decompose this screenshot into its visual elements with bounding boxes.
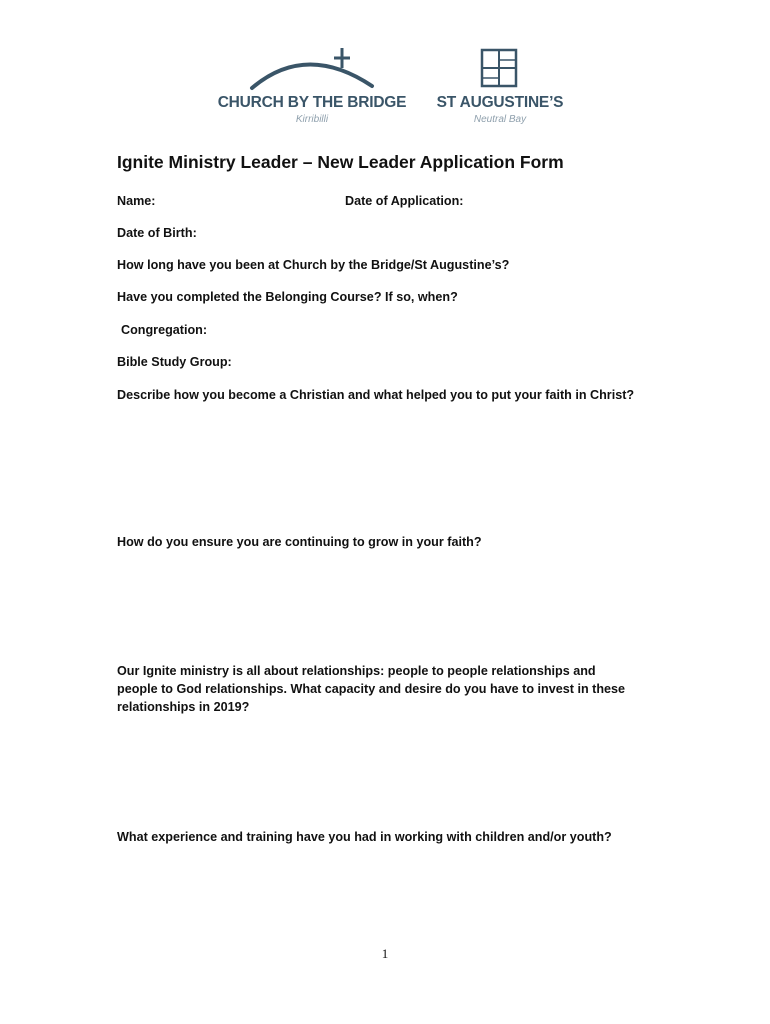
question-becoming-christian: Describe how you become a Christian and what helped you to put your faith in Christ? — [117, 388, 635, 402]
logo-right-subtitle: Neutral Bay — [473, 114, 527, 125]
logo-left-subtitle: Kirribilli — [295, 114, 329, 125]
logo-right-name: ST AUGUSTINE’S — [436, 94, 564, 111]
question-grow-in-faith: How do you ensure you are continuing to grow in your faith? — [117, 535, 482, 549]
question-belonging-course: Have you completed the Belonging Course? If so, when? — [117, 290, 458, 304]
question-how-long: How long have you been at Church by the Bridge/St Augustine’s? — [117, 258, 510, 272]
congregation-label: Congregation: — [121, 323, 208, 337]
bible-study-group-label: Bible Study Group: — [117, 355, 232, 369]
question-experience-training: What experience and training have you had in working with children and/or youth? — [117, 830, 612, 844]
window-cross-icon — [480, 48, 518, 88]
bridge-arch-icon — [248, 46, 376, 92]
st-augustines-logo — [430, 44, 570, 128]
logo-left-name: CHURCH BY THE BRIDGE — [217, 94, 407, 111]
page-number: 1 — [381, 946, 389, 961]
church-by-the-bridge-logo — [216, 44, 408, 128]
header-logos — [0, 0, 770, 140]
name-label: Name: — [117, 194, 156, 208]
question-relationships: Our Ignite ministry is all about relationships: people to people relationships and people to God relationships. What capacity and desire do you have to invest in these relationships in 2019? — [117, 664, 626, 714]
date-of-birth-label: Date of Birth: — [117, 226, 197, 240]
date-of-application-label: Date of Application: — [345, 194, 464, 208]
form-title: Ignite Ministry Leader – New Leader Application Form — [117, 152, 564, 172]
